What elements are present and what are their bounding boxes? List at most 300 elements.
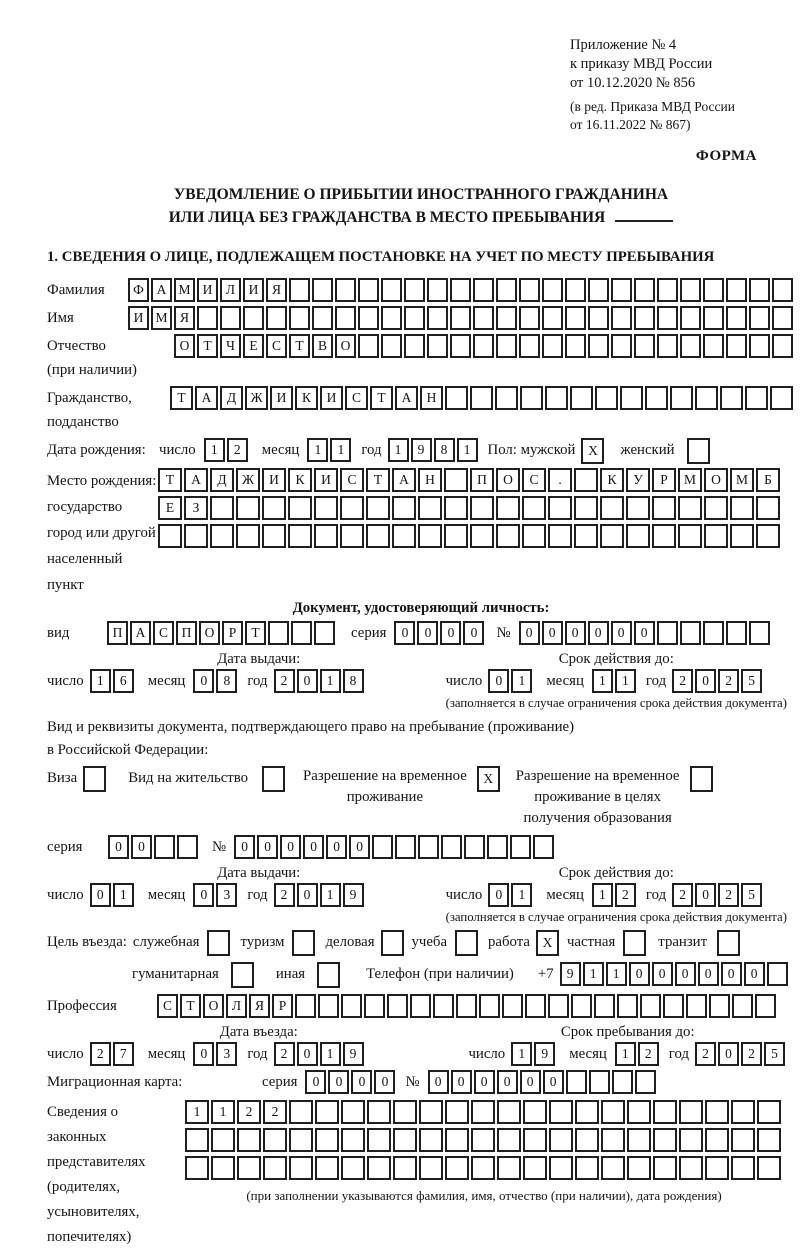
char-cell[interactable] — [470, 386, 493, 410]
char-cell[interactable] — [471, 1128, 495, 1152]
char-cell[interactable]: М — [151, 306, 172, 330]
char-cell[interactable]: 0 — [280, 835, 301, 859]
char-cell[interactable] — [427, 306, 448, 330]
char-cell[interactable] — [749, 306, 770, 330]
char-cell[interactable]: 0 — [543, 1070, 564, 1094]
char-cell[interactable]: Р — [652, 468, 676, 492]
char-cell[interactable] — [364, 994, 385, 1018]
char-cell[interactable]: 0 — [451, 1070, 472, 1094]
char-cell[interactable] — [419, 1128, 443, 1152]
char-cell[interactable] — [705, 1128, 729, 1152]
char-cell[interactable]: 1 — [583, 962, 604, 986]
char-cell[interactable] — [565, 306, 586, 330]
char-cell[interactable] — [575, 1128, 599, 1152]
char-cell[interactable]: О — [496, 468, 520, 492]
char-cell[interactable]: 6 — [113, 669, 134, 693]
char-cell[interactable]: X — [581, 438, 604, 464]
char-cell[interactable]: 0 — [193, 1042, 214, 1066]
char-cell[interactable] — [185, 1128, 209, 1152]
char-cell[interactable]: С — [345, 386, 368, 410]
char-cell[interactable] — [757, 1156, 781, 1180]
char-cell[interactable] — [288, 496, 312, 520]
char-cell[interactable] — [317, 962, 340, 988]
char-cell[interactable]: 9 — [343, 883, 364, 907]
char-cell[interactable] — [289, 306, 310, 330]
char-cell[interactable] — [381, 278, 402, 302]
char-cell[interactable] — [315, 1100, 339, 1124]
char-cell[interactable]: К — [600, 468, 624, 492]
char-cell[interactable] — [611, 306, 632, 330]
char-cell[interactable]: З — [184, 496, 208, 520]
char-cell[interactable] — [542, 306, 563, 330]
char-cell[interactable] — [670, 386, 693, 410]
char-cell[interactable] — [657, 334, 678, 358]
char-cell[interactable]: О — [199, 621, 220, 645]
char-cell[interactable] — [262, 766, 285, 792]
char-cell[interactable] — [601, 1100, 625, 1124]
char-cell[interactable] — [470, 524, 494, 548]
char-cell[interactable]: С — [157, 994, 178, 1018]
char-cell[interactable]: А — [195, 386, 218, 410]
char-cell[interactable] — [450, 306, 471, 330]
char-cell[interactable]: Н — [418, 468, 442, 492]
char-cell[interactable] — [341, 1128, 365, 1152]
char-cell[interactable] — [601, 1128, 625, 1152]
char-cell[interactable] — [588, 334, 609, 358]
char-cell[interactable] — [393, 1156, 417, 1180]
char-cell[interactable] — [634, 306, 655, 330]
char-cell[interactable] — [520, 386, 543, 410]
char-cell[interactable]: 2 — [672, 669, 693, 693]
char-cell[interactable]: 2 — [263, 1100, 287, 1124]
char-cell[interactable] — [588, 306, 609, 330]
char-cell[interactable] — [749, 278, 770, 302]
char-cell[interactable] — [243, 306, 264, 330]
char-cell[interactable]: Ч — [220, 334, 241, 358]
char-cell[interactable] — [588, 278, 609, 302]
char-cell[interactable] — [450, 334, 471, 358]
char-cell[interactable] — [757, 1100, 781, 1124]
char-cell[interactable] — [565, 334, 586, 358]
char-cell[interactable] — [589, 1070, 610, 1094]
char-cell[interactable]: 0 — [634, 621, 655, 645]
char-cell[interactable] — [444, 524, 468, 548]
char-cell[interactable] — [548, 994, 569, 1018]
char-cell[interactable]: 1 — [457, 438, 478, 462]
char-cell[interactable]: 1 — [511, 669, 532, 693]
char-cell[interactable] — [525, 994, 546, 1018]
char-cell[interactable] — [392, 496, 416, 520]
char-cell[interactable]: 0 — [629, 962, 650, 986]
char-cell[interactable]: П — [107, 621, 128, 645]
char-cell[interactable] — [381, 930, 404, 956]
char-cell[interactable]: И — [197, 278, 218, 302]
char-cell[interactable] — [473, 278, 494, 302]
char-cell[interactable]: 0 — [488, 669, 509, 693]
char-cell[interactable]: М — [730, 468, 754, 492]
char-cell[interactable] — [720, 386, 743, 410]
char-cell[interactable] — [444, 468, 468, 492]
char-cell[interactable]: 0 — [588, 621, 609, 645]
char-cell[interactable] — [745, 386, 768, 410]
char-cell[interactable]: 0 — [488, 883, 509, 907]
char-cell[interactable]: 2 — [227, 438, 248, 462]
char-cell[interactable]: 0 — [131, 835, 152, 859]
char-cell[interactable]: 0 — [374, 1070, 395, 1094]
char-cell[interactable]: 5 — [741, 883, 762, 907]
char-cell[interactable] — [726, 278, 747, 302]
char-cell[interactable]: О — [704, 468, 728, 492]
char-cell[interactable] — [772, 334, 793, 358]
char-cell[interactable]: 0 — [675, 962, 696, 986]
char-cell[interactable]: 1 — [320, 669, 341, 693]
char-cell[interactable]: 9 — [411, 438, 432, 462]
char-cell[interactable] — [497, 1156, 521, 1180]
char-cell[interactable] — [236, 524, 260, 548]
char-cell[interactable] — [312, 306, 333, 330]
char-cell[interactable]: 8 — [434, 438, 455, 462]
char-cell[interactable]: 2 — [695, 1042, 716, 1066]
char-cell[interactable] — [392, 524, 416, 548]
char-cell[interactable]: 7 — [113, 1042, 134, 1066]
char-cell[interactable]: 0 — [349, 835, 370, 859]
char-cell[interactable] — [731, 1100, 755, 1124]
char-cell[interactable] — [410, 994, 431, 1018]
char-cell[interactable] — [266, 306, 287, 330]
char-cell[interactable] — [292, 930, 315, 956]
char-cell[interactable] — [236, 496, 260, 520]
char-cell[interactable]: 0 — [695, 883, 716, 907]
char-cell[interactable] — [574, 524, 598, 548]
char-cell[interactable]: 0 — [326, 835, 347, 859]
char-cell[interactable]: И — [320, 386, 343, 410]
char-cell[interactable] — [749, 621, 770, 645]
char-cell[interactable] — [548, 496, 572, 520]
char-cell[interactable]: Ж — [245, 386, 268, 410]
char-cell[interactable] — [680, 334, 701, 358]
char-cell[interactable]: 2 — [274, 669, 295, 693]
char-cell[interactable]: Л — [226, 994, 247, 1018]
char-cell[interactable] — [445, 1100, 469, 1124]
char-cell[interactable] — [549, 1100, 573, 1124]
char-cell[interactable]: В — [312, 334, 333, 358]
char-cell[interactable]: 0 — [193, 883, 214, 907]
char-cell[interactable]: Я — [266, 278, 287, 302]
char-cell[interactable] — [756, 524, 780, 548]
char-cell[interactable] — [473, 306, 494, 330]
char-cell[interactable]: Ж — [236, 468, 260, 492]
char-cell[interactable] — [627, 1128, 651, 1152]
char-cell[interactable] — [295, 994, 316, 1018]
char-cell[interactable]: 0 — [297, 1042, 318, 1066]
char-cell[interactable]: 5 — [741, 669, 762, 693]
char-cell[interactable] — [419, 1156, 443, 1180]
char-cell[interactable] — [154, 835, 175, 859]
char-cell[interactable] — [427, 278, 448, 302]
char-cell[interactable] — [519, 334, 540, 358]
char-cell[interactable]: 1 — [204, 438, 225, 462]
char-cell[interactable] — [450, 278, 471, 302]
char-cell[interactable] — [717, 930, 740, 956]
char-cell[interactable] — [626, 524, 650, 548]
char-cell[interactable] — [314, 621, 335, 645]
char-cell[interactable] — [395, 835, 416, 859]
char-cell[interactable]: И — [262, 468, 286, 492]
char-cell[interactable] — [340, 496, 364, 520]
char-cell[interactable] — [600, 496, 624, 520]
char-cell[interactable]: Р — [222, 621, 243, 645]
char-cell[interactable] — [496, 334, 517, 358]
char-cell[interactable] — [726, 621, 747, 645]
char-cell[interactable]: 0 — [744, 962, 765, 986]
char-cell[interactable]: Т — [366, 468, 390, 492]
char-cell[interactable] — [657, 621, 678, 645]
char-cell[interactable]: 0 — [328, 1070, 349, 1094]
char-cell[interactable]: 1 — [615, 1042, 636, 1066]
char-cell[interactable] — [358, 278, 379, 302]
char-cell[interactable] — [549, 1128, 573, 1152]
char-cell[interactable] — [612, 1070, 633, 1094]
char-cell[interactable] — [653, 1128, 677, 1152]
char-cell[interactable] — [444, 496, 468, 520]
char-cell[interactable] — [495, 386, 518, 410]
char-cell[interactable]: 1 — [615, 669, 636, 693]
char-cell[interactable] — [211, 1156, 235, 1180]
char-cell[interactable] — [653, 1100, 677, 1124]
char-cell[interactable]: Д — [220, 386, 243, 410]
char-cell[interactable]: Я — [249, 994, 270, 1018]
char-cell[interactable] — [703, 621, 724, 645]
char-cell[interactable]: С — [153, 621, 174, 645]
char-cell[interactable] — [445, 1156, 469, 1180]
char-cell[interactable] — [427, 334, 448, 358]
char-cell[interactable]: 2 — [274, 883, 295, 907]
char-cell[interactable] — [341, 994, 362, 1018]
char-cell[interactable]: Д — [210, 468, 234, 492]
char-cell[interactable] — [314, 524, 338, 548]
char-cell[interactable]: 0 — [297, 669, 318, 693]
char-cell[interactable]: 0 — [652, 962, 673, 986]
char-cell[interactable] — [335, 278, 356, 302]
char-cell[interactable]: О — [335, 334, 356, 358]
char-cell[interactable] — [497, 1100, 521, 1124]
char-cell[interactable] — [640, 994, 661, 1018]
char-cell[interactable] — [519, 306, 540, 330]
char-cell[interactable] — [617, 994, 638, 1018]
char-cell[interactable] — [686, 994, 707, 1018]
char-cell[interactable] — [404, 278, 425, 302]
char-cell[interactable]: 2 — [237, 1100, 261, 1124]
char-cell[interactable] — [433, 994, 454, 1018]
char-cell[interactable] — [312, 278, 333, 302]
char-cell[interactable] — [341, 1100, 365, 1124]
char-cell[interactable] — [522, 496, 546, 520]
char-cell[interactable]: С — [340, 468, 364, 492]
char-cell[interactable]: 8 — [216, 669, 237, 693]
char-cell[interactable] — [471, 1156, 495, 1180]
char-cell[interactable] — [158, 524, 182, 548]
char-cell[interactable]: X — [536, 930, 559, 956]
char-cell[interactable] — [210, 496, 234, 520]
char-cell[interactable] — [262, 524, 286, 548]
char-cell[interactable]: Т — [197, 334, 218, 358]
char-cell[interactable] — [678, 524, 702, 548]
char-cell[interactable] — [341, 1156, 365, 1180]
char-cell[interactable] — [635, 1070, 656, 1094]
char-cell[interactable]: Л — [220, 278, 241, 302]
char-cell[interactable] — [487, 835, 508, 859]
char-cell[interactable] — [772, 278, 793, 302]
char-cell[interactable]: М — [174, 278, 195, 302]
char-cell[interactable] — [367, 1100, 391, 1124]
char-cell[interactable]: 1 — [113, 883, 134, 907]
char-cell[interactable]: Т — [245, 621, 266, 645]
char-cell[interactable] — [652, 496, 676, 520]
char-cell[interactable] — [652, 524, 676, 548]
char-cell[interactable] — [263, 1156, 287, 1180]
char-cell[interactable]: 1 — [185, 1100, 209, 1124]
char-cell[interactable] — [730, 524, 754, 548]
char-cell[interactable]: 2 — [90, 1042, 111, 1066]
char-cell[interactable]: И — [314, 468, 338, 492]
char-cell[interactable] — [679, 1100, 703, 1124]
char-cell[interactable] — [533, 835, 554, 859]
char-cell[interactable] — [358, 334, 379, 358]
char-cell[interactable] — [611, 278, 632, 302]
char-cell[interactable] — [611, 334, 632, 358]
char-cell[interactable]: 1 — [307, 438, 328, 462]
char-cell[interactable] — [703, 334, 724, 358]
char-cell[interactable] — [575, 1100, 599, 1124]
char-cell[interactable] — [731, 1128, 755, 1152]
char-cell[interactable] — [197, 306, 218, 330]
char-cell[interactable]: 0 — [718, 1042, 739, 1066]
char-cell[interactable] — [381, 306, 402, 330]
char-cell[interactable]: Я — [174, 306, 195, 330]
char-cell[interactable]: К — [295, 386, 318, 410]
char-cell[interactable] — [291, 621, 312, 645]
char-cell[interactable] — [679, 1156, 703, 1180]
char-cell[interactable] — [680, 306, 701, 330]
char-cell[interactable]: Н — [420, 386, 443, 410]
char-cell[interactable] — [358, 306, 379, 330]
char-cell[interactable]: 8 — [343, 669, 364, 693]
char-cell[interactable]: П — [470, 468, 494, 492]
char-cell[interactable] — [314, 496, 338, 520]
char-cell[interactable]: . — [548, 468, 572, 492]
char-cell[interactable] — [177, 835, 198, 859]
char-cell[interactable] — [366, 496, 390, 520]
char-cell[interactable]: 1 — [592, 883, 613, 907]
char-cell[interactable] — [210, 524, 234, 548]
char-cell[interactable] — [767, 962, 788, 986]
char-cell[interactable] — [404, 334, 425, 358]
char-cell[interactable] — [185, 1156, 209, 1180]
char-cell[interactable] — [757, 1128, 781, 1152]
char-cell[interactable] — [730, 496, 754, 520]
char-cell[interactable]: 0 — [542, 621, 563, 645]
char-cell[interactable] — [601, 1156, 625, 1180]
char-cell[interactable] — [549, 1156, 573, 1180]
char-cell[interactable] — [393, 1100, 417, 1124]
char-cell[interactable]: 1 — [211, 1100, 235, 1124]
char-cell[interactable] — [690, 766, 713, 792]
char-cell[interactable] — [687, 438, 710, 464]
char-cell[interactable] — [418, 496, 442, 520]
char-cell[interactable]: 1 — [330, 438, 351, 462]
char-cell[interactable] — [709, 994, 730, 1018]
char-cell[interactable] — [387, 994, 408, 1018]
char-cell[interactable] — [620, 386, 643, 410]
char-cell[interactable]: 1 — [511, 1042, 532, 1066]
char-cell[interactable]: 0 — [90, 883, 111, 907]
char-cell[interactable] — [542, 334, 563, 358]
char-cell[interactable]: Т — [180, 994, 201, 1018]
char-cell[interactable] — [770, 386, 793, 410]
char-cell[interactable] — [731, 1156, 755, 1180]
char-cell[interactable]: 0 — [257, 835, 278, 859]
char-cell[interactable]: 0 — [440, 621, 461, 645]
char-cell[interactable]: П — [176, 621, 197, 645]
char-cell[interactable] — [367, 1128, 391, 1152]
char-cell[interactable] — [704, 524, 728, 548]
char-cell[interactable] — [263, 1128, 287, 1152]
char-cell[interactable]: О — [203, 994, 224, 1018]
char-cell[interactable] — [418, 524, 442, 548]
char-cell[interactable] — [372, 835, 393, 859]
char-cell[interactable]: 0 — [565, 621, 586, 645]
char-cell[interactable] — [393, 1128, 417, 1152]
char-cell[interactable] — [231, 962, 254, 988]
char-cell[interactable]: 9 — [560, 962, 581, 986]
char-cell[interactable] — [595, 386, 618, 410]
char-cell[interactable] — [237, 1128, 261, 1152]
char-cell[interactable] — [657, 306, 678, 330]
char-cell[interactable] — [445, 1128, 469, 1152]
char-cell[interactable]: И — [128, 306, 149, 330]
char-cell[interactable]: Р — [272, 994, 293, 1018]
char-cell[interactable]: А — [392, 468, 416, 492]
char-cell[interactable]: 2 — [741, 1042, 762, 1066]
char-cell[interactable]: 2 — [672, 883, 693, 907]
char-cell[interactable]: К — [288, 468, 312, 492]
char-cell[interactable]: 2 — [638, 1042, 659, 1066]
char-cell[interactable] — [626, 496, 650, 520]
char-cell[interactable] — [523, 1100, 547, 1124]
char-cell[interactable]: 0 — [428, 1070, 449, 1094]
char-cell[interactable] — [381, 334, 402, 358]
char-cell[interactable] — [419, 1100, 443, 1124]
char-cell[interactable]: 0 — [303, 835, 324, 859]
char-cell[interactable] — [703, 278, 724, 302]
char-cell[interactable]: 0 — [351, 1070, 372, 1094]
char-cell[interactable]: 0 — [497, 1070, 518, 1094]
char-cell[interactable]: С — [266, 334, 287, 358]
char-cell[interactable] — [496, 278, 517, 302]
char-cell[interactable]: 0 — [193, 669, 214, 693]
char-cell[interactable]: 1 — [320, 883, 341, 907]
char-cell[interactable] — [542, 278, 563, 302]
char-cell[interactable]: У — [626, 468, 650, 492]
char-cell[interactable] — [288, 524, 312, 548]
char-cell[interactable] — [268, 621, 289, 645]
char-cell[interactable] — [366, 524, 390, 548]
char-cell[interactable]: 9 — [534, 1042, 555, 1066]
char-cell[interactable] — [755, 994, 776, 1018]
char-cell[interactable]: Е — [158, 496, 182, 520]
char-cell[interactable] — [732, 994, 753, 1018]
char-cell[interactable] — [237, 1156, 261, 1180]
